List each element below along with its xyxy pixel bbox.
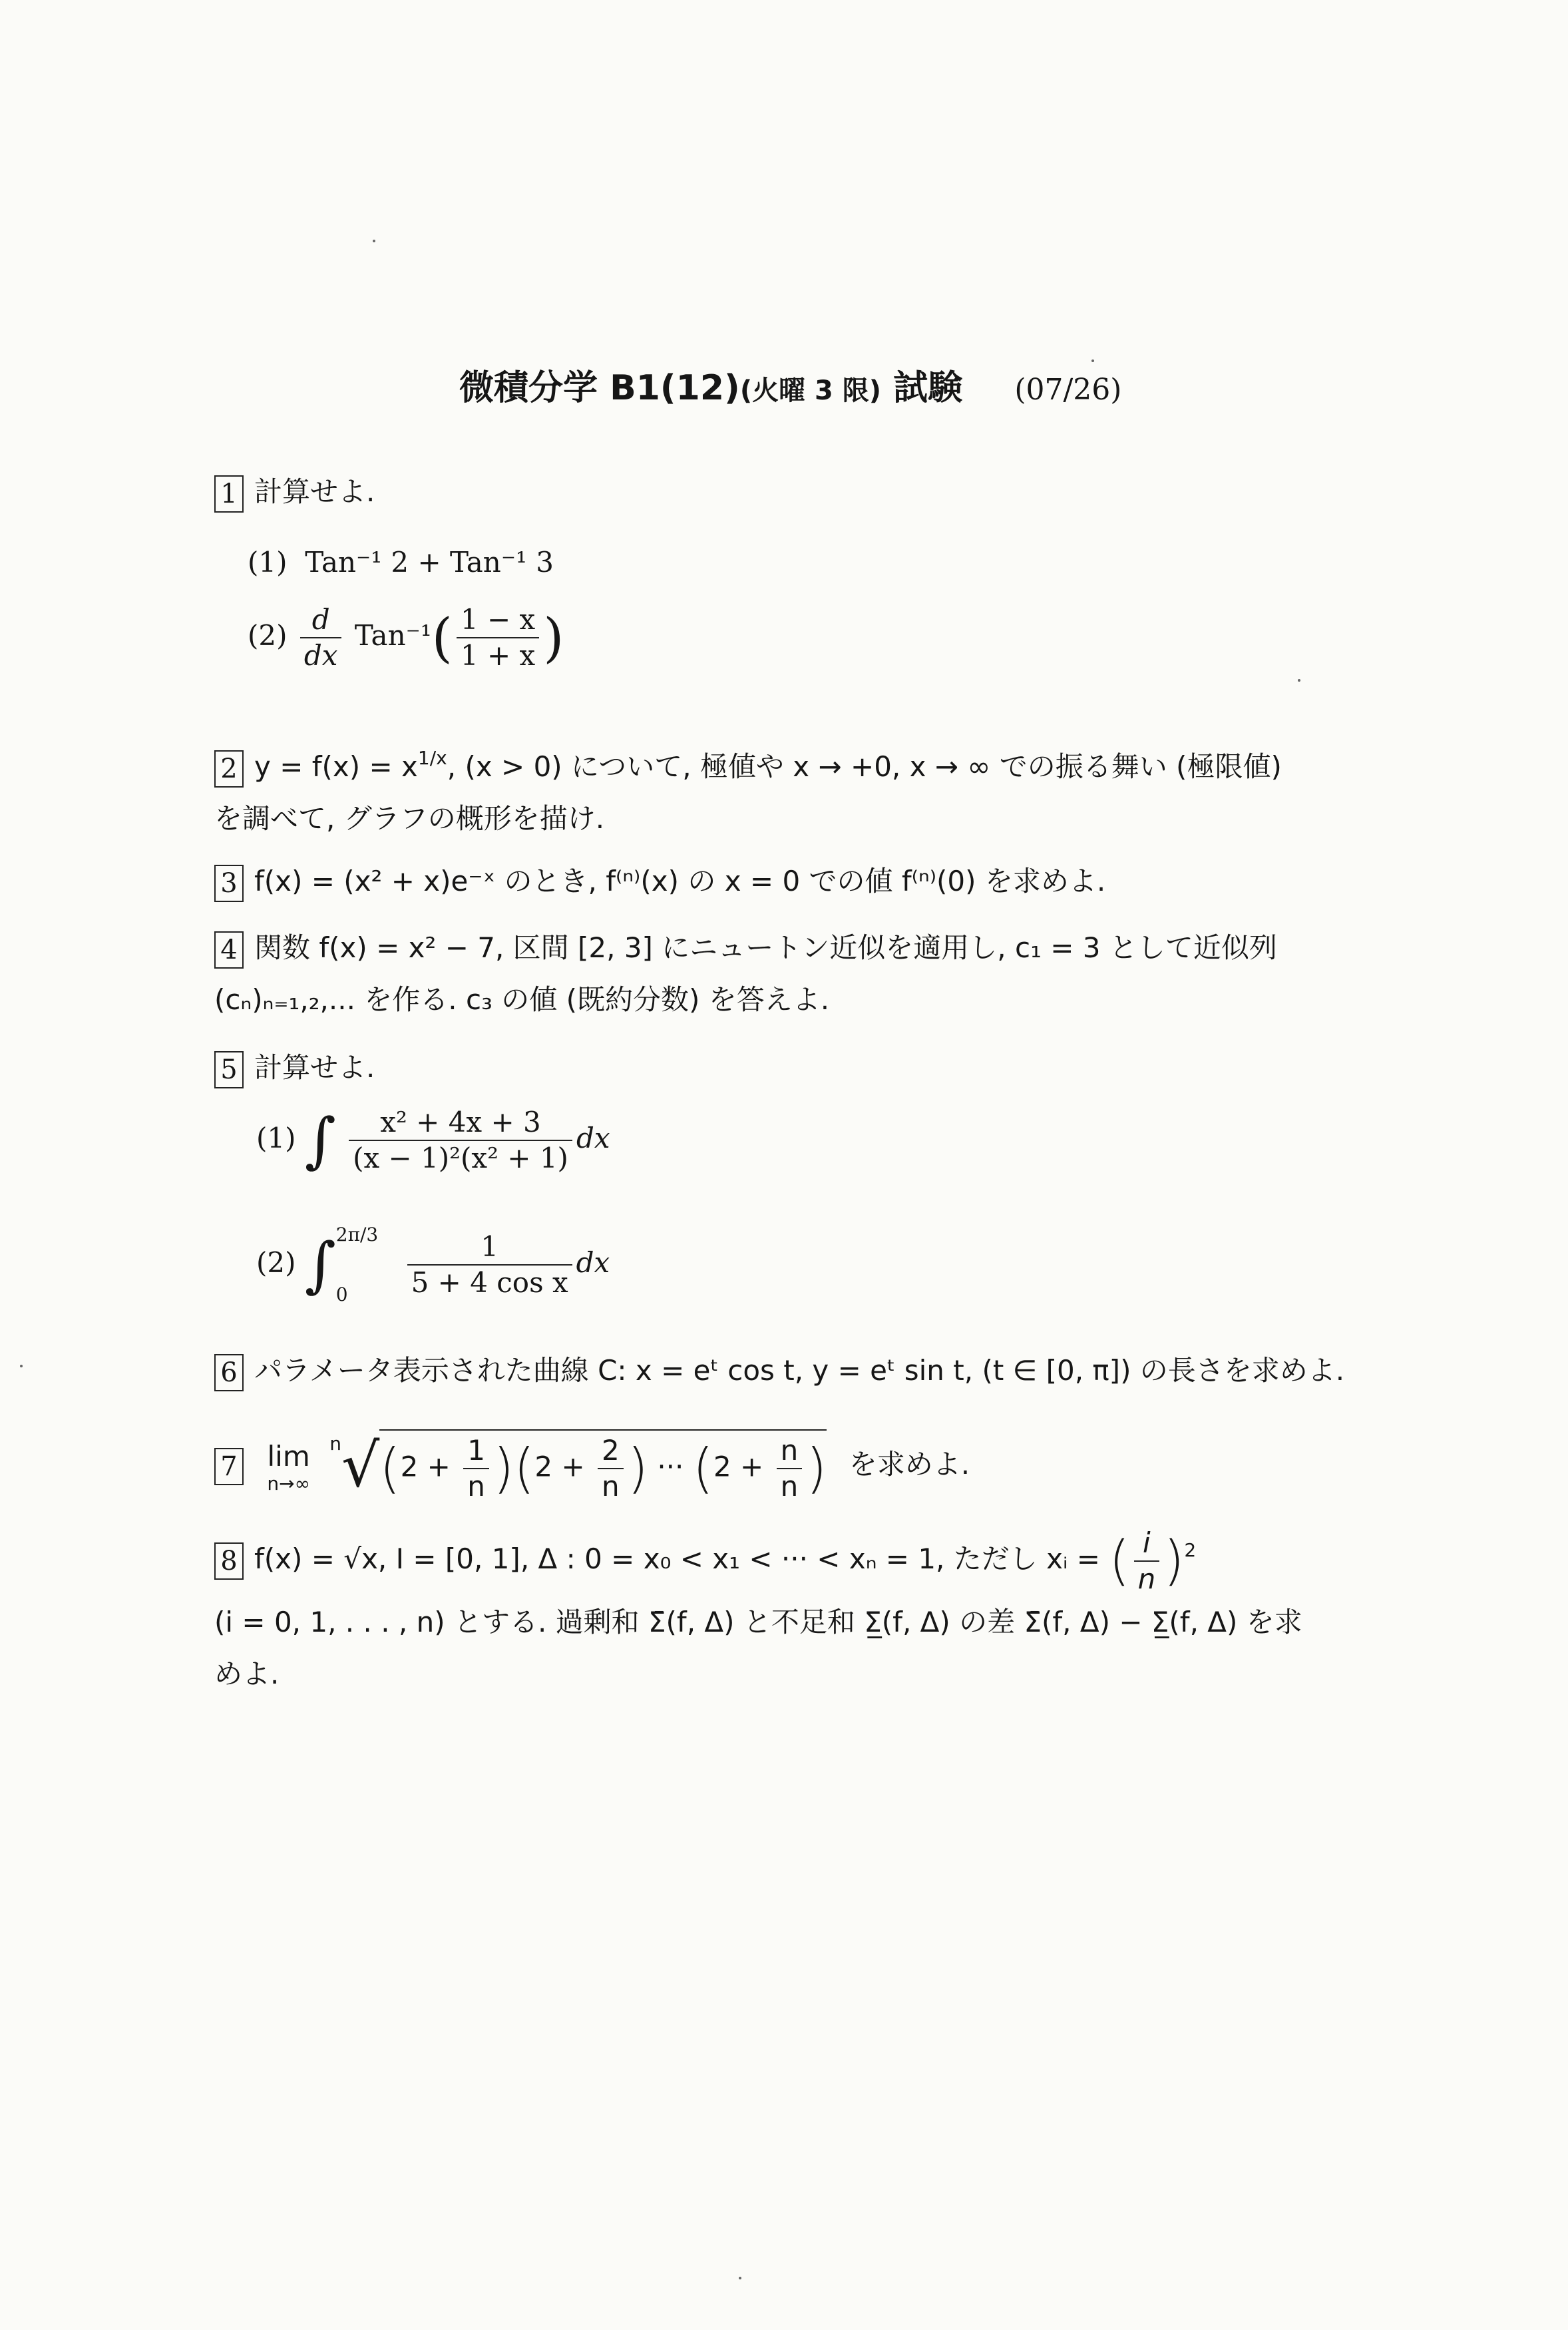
problem-3 [214,855,1359,907]
upper-limit: 2π/3 [335,1224,379,1246]
problem-number: 1 [214,475,244,513]
integral-sign: ∫ [304,1230,336,1300]
problem-2: 2 $y = f(x) = x^{1/x}$, (x > 0) について, 極値や x → +0, x → ∞ での振る舞い (極限値) を調べて, グラフの概形を描け. [214,747,1282,835]
problem-number: 6 [214,1354,244,1391]
item-label: (2) [248,619,288,652]
problem-number: 7 [214,1448,244,1485]
problem-8: 8 f(x) = √x, I = [0, 1], Δ : 0 = x₀ < x₁ < ··· < xₙ = 1, ただし xᵢ = ( $\frac{i}{n}$ )$^2$ (i = 0, 1, . . . , n) とする. 過剰和 Σ̄(f, Δ) と不足和 Σ̲(f, Δ) の差 Σ̄(f, Δ) − Σ̲(f, Δ) を求 めよ. [214,1526,1302,1690]
item-expr: Tan⁻¹ 2 + Tan⁻¹ 3 [305,546,554,579]
item-label: (2) [256,1246,296,1279]
problem-number: 8 [214,1542,244,1580]
scan-speck [373,240,375,242]
scan-speck [20,1365,23,1367]
problem-text: f(x) = (x² + x)e⁻ˣ のとき, f⁽ⁿ⁾(x) の x = 0 での値 f⁽ⁿ⁾(0) を求めよ. [254,865,1106,897]
integral-sign: ∫ [304,1105,336,1176]
differential: dx [576,1122,610,1154]
problem-number: 2 [214,750,244,788]
differential: dx [576,1246,610,1279]
partition-fraction: $\frac{i}{n}$ [1134,1526,1160,1596]
problem-5-item-1 [256,1105,610,1176]
arctan-argument: $\frac{1 - x}{1 + x}$ [457,602,539,673]
problem-number: 3 [214,865,244,902]
root-index: n [329,1433,341,1455]
problem-text: パラメータ表示された曲線 C: x = eᵗ cos t, y = eᵗ sin t, (t ∈ [0, π]) の長さを求めよ. [254,1354,1345,1387]
page-title [459,359,1121,409]
integrand: $\frac{1}{\text{5 + 4 cos x}}$ [407,1230,572,1300]
problem-number: 5 [214,1051,244,1088]
derivative-operator: $\frac{d}{dx}$ [300,602,342,673]
scan-speck [739,2277,741,2279]
root-sign: √ [341,1431,380,1501]
problem-5-item-2 [256,1205,610,1325]
problem-1-item-2: (2) $\frac{d}{dx}$ Tan⁻¹( $\frac{1 - x}{1 + x}$ ) [248,603,564,672]
problem-6 [214,1345,1359,1397]
problem-1 [214,466,1359,518]
item-label: (1) [248,546,288,579]
exam-label: 試験 [893,368,963,408]
scan-speck [1091,359,1094,362]
arctan-label: Tan⁻¹ [354,619,432,652]
problem-1-item-1 [248,546,554,579]
integrand: $\frac{\text{x² + 4x + 3}}{\text{(x − 1)²(x² + 1)}}$ [349,1105,572,1176]
problem-5 [214,1042,1359,1094]
course-title: 微積分学 B1(12) [459,368,740,408]
scan-speck [1298,679,1300,682]
problem-text: 計算せよ. [254,1051,375,1084]
problem-text: 計算せよ. [254,475,375,508]
period-label: (火曜 3 限) [739,375,882,406]
lower-limit: 0 [335,1283,348,1305]
exam-date: (07/26) [1014,373,1122,407]
item-label: (1) [256,1122,296,1154]
problem-number: 4 [214,931,244,969]
limit-operator: lim n→∞ [267,1439,310,1495]
problem-4: 4 関数 f(x) = x² − 7, 区間 [2, 3] にニュートン近似を適用し, c₁ = 3 として近似列 (cₙ)ₙ₌₁,₂,... を作る. c₃ の値 (既約分数) を答えよ. [214,931,1277,1016]
problem-7: 7 lim n→∞ $^n$√(2 + $\frac{1}{n}$ )(2 + $\frac{2}{n}$ ) ··· (2 + $\frac{n}{n}$ ) を求めよ. [214,1418,1359,1504]
